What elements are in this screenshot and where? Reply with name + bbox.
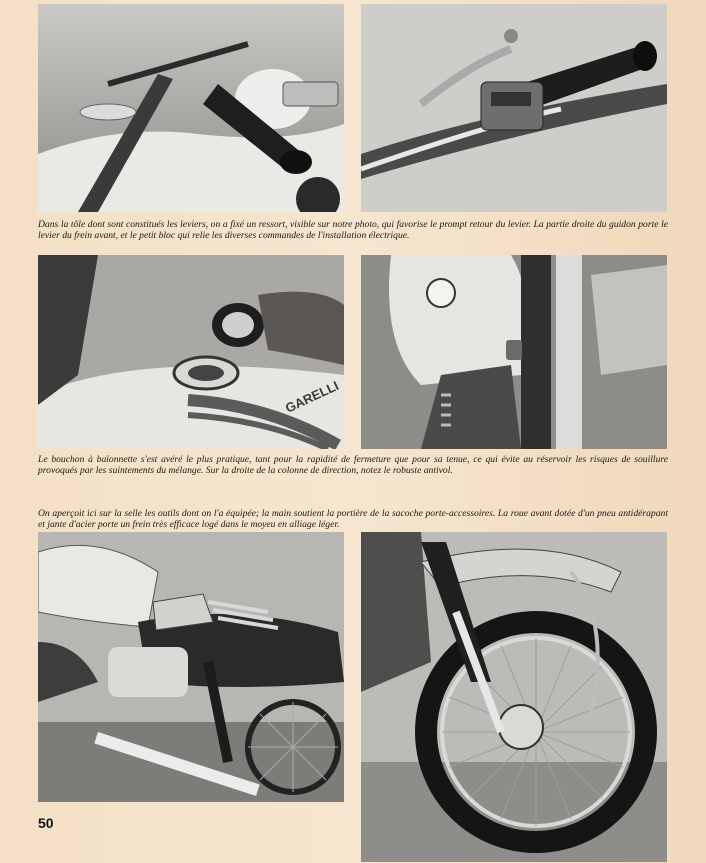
photo-saddle-tools	[38, 532, 344, 802]
tank-lettering: GARELLI	[282, 378, 341, 416]
caption-middle: Le bouchon à baïonnette s'est avéré le plus pratique, tant pour la rapidité de fermeture que pour sa tenue, ce qui évite au réservoir les risques de souillure provoqués par les suintements du mélange. Sur la droite de la colonne de direction, notez le robuste antivol.	[38, 454, 668, 476]
photo-handlebar-right	[361, 4, 667, 212]
page-number: 50	[38, 815, 54, 831]
caption-lower: On aperçoit ici sur la selle les outils dont on l'a équipée; la main soutient la portière de la sacoche porte-accessoires. La roue avant dotée d'un pneu antidérapant et jante d'acier porte un frein très efficace logé dans le moyeu en alliage léger.	[38, 508, 668, 530]
photo-front-wheel	[361, 532, 667, 862]
photo-steering-lock	[361, 255, 667, 449]
caption-top: Dans la tôle dont sont constitués les leviers, on a fixé un ressort, visible sur notre photo, qui favorise le prompt retour du levier. La partie droite du guidon porte le levier du frein avant, et le petit bloc qui relie les diverses commandes de l'installation électrique.	[38, 219, 668, 241]
photo-handlebar-left	[38, 4, 344, 212]
photo-fuel-cap	[38, 255, 344, 449]
